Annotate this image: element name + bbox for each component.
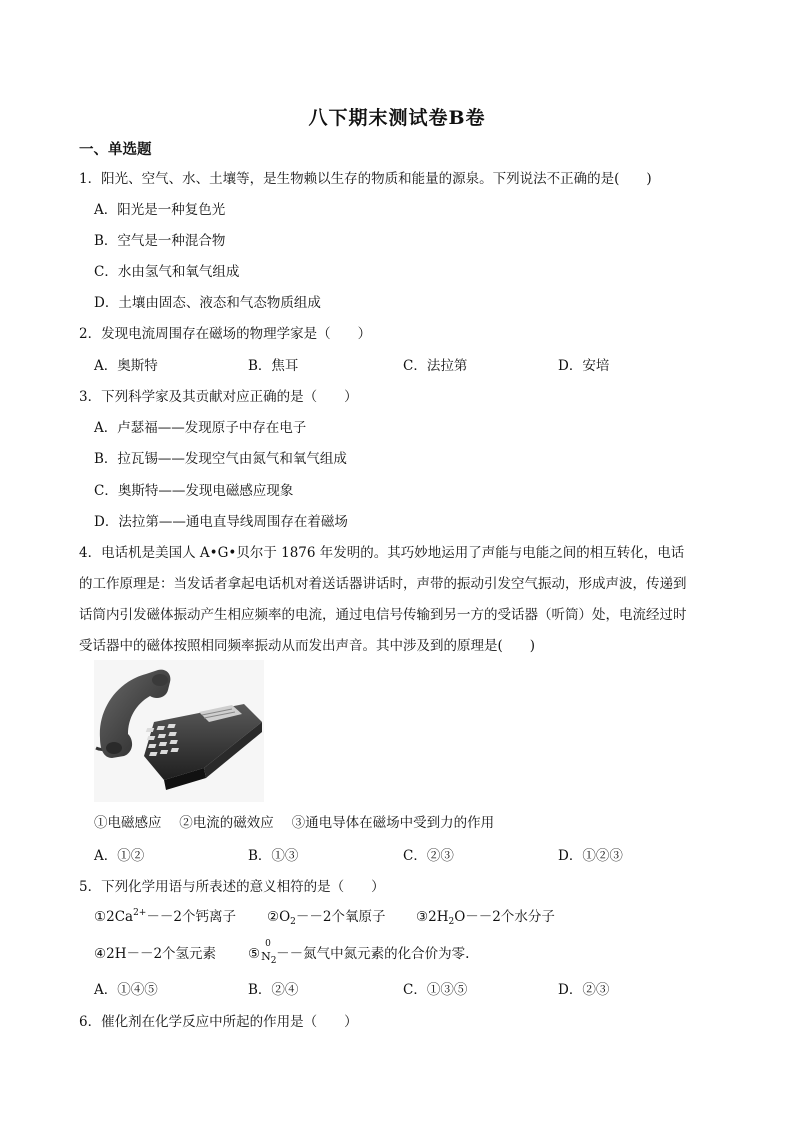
question-1-option-c: C．水由氢气和氧气组成 [94, 264, 240, 280]
question-5-stem: 5．下列化学用语与所表述的意义相符的是（ ） [79, 879, 385, 895]
question-5-item-3: $③2H_2O--2$个水分子 [416, 909, 555, 927]
question-1-option-d: D．土壤由固态、液态和气态物质组成 [94, 295, 321, 311]
question-2-option-b: B．焦耳 [248, 358, 299, 374]
question-1-option-a: A．阳光是一种复色光 [94, 202, 226, 218]
question-5-option-d: D．②③ [558, 982, 610, 998]
question-4-principles: ①电磁感应 ②电流的磁效应 ③通电导体在磁场中受到力的作用 [94, 815, 495, 831]
question-2-option-a: A．奥斯特 [94, 358, 158, 374]
question-4-option-a: A．①② [94, 848, 145, 864]
question-5-item-1: $①2Ca^{2+}--2$个钙离子 [94, 908, 236, 925]
question-4-option-c: C．②③ [403, 848, 454, 864]
question-5-item-4: ④2H－－2个氢元素 [94, 946, 217, 962]
question-5-option-b: B．②④ [248, 982, 299, 998]
question-1-stem: 1．阳光、空气、水、土壤等，是生物赖以生存的物质和能量的源泉。下列说法不正确的是( ) [79, 171, 652, 187]
question-3-option-b: B．拉瓦锡——发现空气由氮气和氧气组成 [94, 451, 347, 467]
telephone-image [94, 660, 264, 802]
question-4-option-d: D．①②③ [558, 848, 623, 864]
question-2-option-d: D．安培 [558, 358, 610, 374]
question-4-line-4: 受话器中的磁体按照相同频率振动从而发出声音。其中涉及到的原理是( ) [79, 638, 536, 654]
question-4-line-2: 的工作原理是：当发话者拿起电话机对着送话器讲话时，声带的振动引发空气振动，形成声波，传递到 [79, 576, 687, 592]
question-6-stem: 6．催化剂在化学反应中所起的作用是（ ） [79, 1014, 358, 1030]
question-5-option-a: A．①④⑤ [94, 982, 158, 998]
question-3-option-a: A．卢瑟福——发现原子中存在电子 [94, 420, 307, 436]
question-1-option-b: B．空气是一种混合物 [94, 233, 226, 249]
question-4-line-3: 话筒内引发磁体振动产生相应频率的电流，通过电信号传输到另一方的受话器（听筒）处，电流经过时 [79, 607, 687, 623]
question-2-stem: 2．发现电流周围存在磁场的物理学家是（ ） [79, 326, 372, 342]
question-4-option-b: B．①③ [248, 848, 299, 864]
question-3-stem: 3．下列科学家及其贡献对应正确的是（ ） [79, 389, 358, 405]
question-5-option-c: C．①③⑤ [403, 982, 468, 998]
question-3-option-c: C．奥斯特——发现电磁感应现象 [94, 483, 294, 499]
telephone-icon [94, 660, 264, 802]
section-heading: 一、单选题 [79, 141, 152, 158]
question-3-option-d: D．法拉第——通电直导线周围存在着磁场 [94, 514, 348, 530]
question-5-item-2: $②O_2--2$个氧原子 [267, 909, 386, 927]
question-4-line-1: 4．电话机是美国人 A•G•贝尔于 1876 年发明的。其巧妙地运用了声能与电能之间的相互转化，电话 [79, 545, 685, 561]
question-5-item-5: ⑤ 0 $N_2$ －－氮气中氮元素的化合价为零. [248, 938, 470, 966]
question-2-option-c: C．法拉第 [403, 358, 468, 374]
page-title: 八下期末测试卷B卷 [308, 107, 486, 129]
